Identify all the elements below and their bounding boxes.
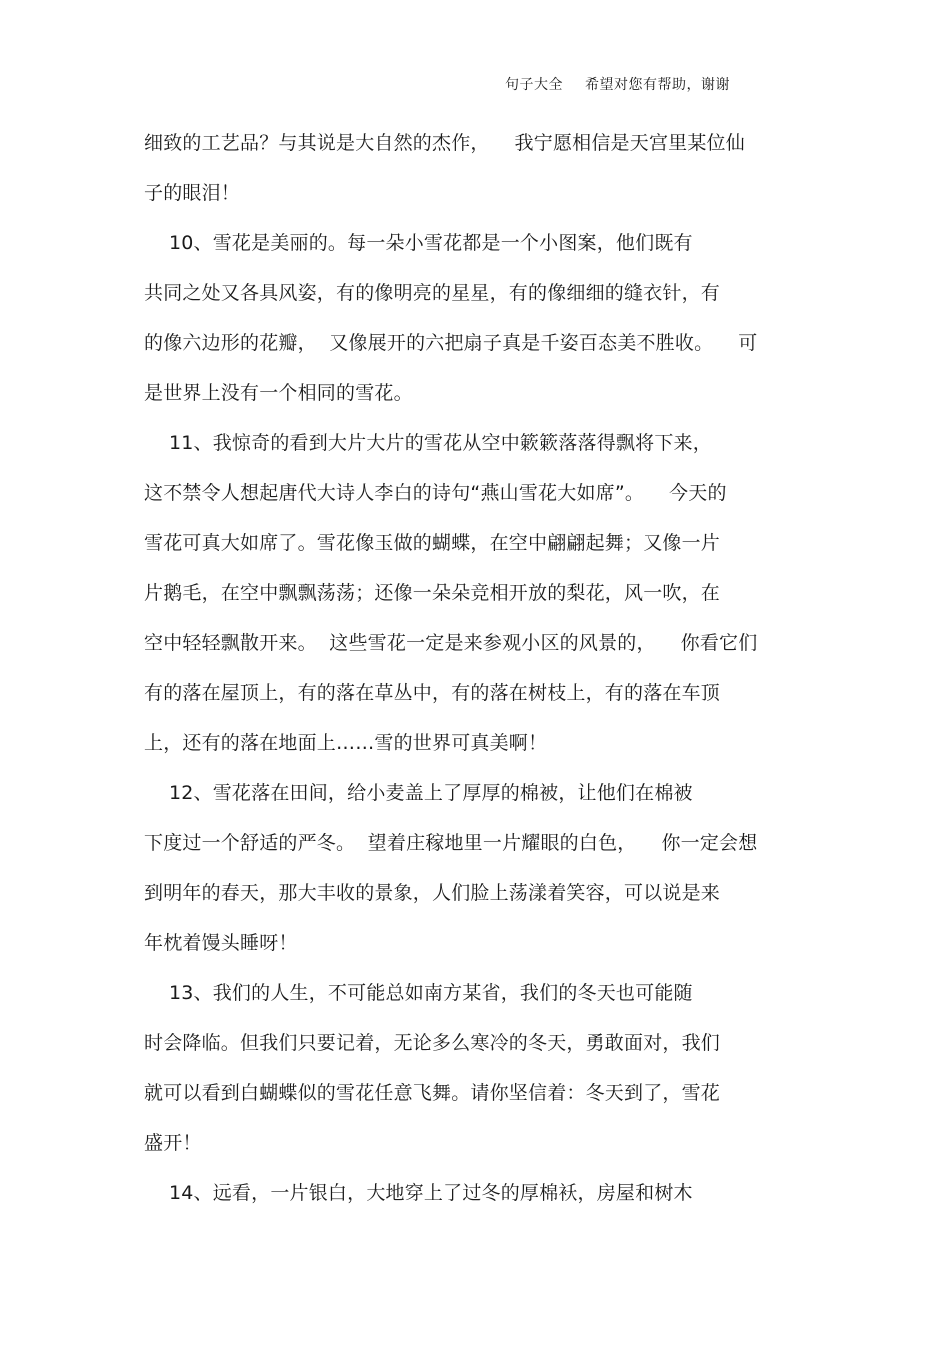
header-left-text: 句子大全 — [505, 77, 563, 93]
text-line: 12、雪花落在田间，给小麦盖上了厚厚的棉被，让他们在棉被 — [144, 782, 693, 804]
text-line: 10、雪花是美丽的。每一朵小雪花都是一个小图案，他们既有 — [144, 232, 693, 254]
text-line: 雪花可真大如席了。雪花像玉做的蝴蝶，在空中翩翩起舞；又像一片 — [144, 532, 721, 554]
text-line: 下度过一个舒适的严冬。 望着庄稼地里一片耀眼的白色， 你一定会想 — [144, 832, 758, 854]
text-line: 13、我们的人生，不可能总如南方某省，我们的冬天也可能随 — [144, 982, 693, 1004]
text-line: 就可以看到白蝴蝶似的雪花任意飞舞。请你坚信着：冬天到了，雪花 — [144, 1082, 721, 1104]
text-line: 年枕着馒头睡呀！ — [144, 932, 298, 954]
text-line: 时会降临。但我们只要记着，无论多么寒冷的冬天，勇敢面对，我们 — [144, 1032, 721, 1054]
text-line: 子的眼泪！ — [144, 182, 241, 204]
header-right-text: 希望对您有帮助，谢谢 — [585, 77, 730, 93]
text-line: 共同之处又各具风姿，有的像明亮的星星，有的像细细的缝衣针，有 — [144, 282, 721, 304]
text-line: 片鹅毛，在空中飘飘荡荡；还像一朵朵竞相开放的梨花，风一吹，在 — [144, 582, 721, 604]
text-line: 11、我惊奇的看到大片大片的雪花从空中簌簌落落得飘将下来， — [144, 432, 712, 454]
text-line: 细致的工艺品？与其说是大自然的杰作， 我宁愿相信是天宫里某位仙 — [144, 132, 745, 154]
text-line: 有的落在屋顶上，有的落在草丛中，有的落在树枝上，有的落在车顶 — [144, 682, 721, 704]
text-line: 到明年的春天，那大丰收的景象，人们脸上荡漾着笑容，可以说是来 — [144, 882, 721, 904]
text-line: 上，还有的落在地面上……雪的世界可真美啊！ — [144, 732, 548, 754]
text-line: 这不禁令人想起唐代大诗人李白的诗句“燕山雪花大如席”。 今天的 — [144, 482, 727, 504]
text-line: 盛开！ — [144, 1132, 202, 1154]
text-line: 空中轻轻飘散开来。 这些雪花一定是来参观小区的风景的， 你看它们 — [144, 632, 758, 654]
page-header — [505, 74, 730, 94]
text-line: 是世界上没有一个相同的雪花。 — [144, 382, 413, 404]
text-line: 14、远看，一片银白，大地穿上了过冬的厚棉袄，房屋和树木 — [144, 1182, 693, 1204]
text-line: 的像六边形的花瓣， 又像展开的六把扇子真是千姿百态美不胜收。 可 — [144, 332, 758, 354]
